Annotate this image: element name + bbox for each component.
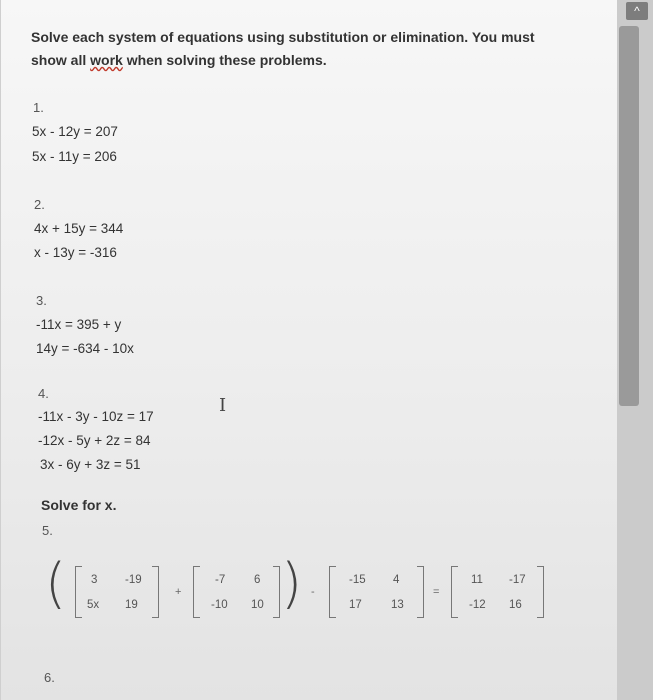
matrix-2-left-bracket [193, 566, 200, 618]
matrix-4-cell: -12 [469, 599, 486, 611]
matrix-4-cell: 16 [509, 599, 522, 611]
scroll-up-arrow-icon[interactable]: ^ [626, 2, 648, 20]
matrix-4-cell: 11 [471, 574, 483, 586]
problem-4-equation-1: -11x - 3y - 10z = 17 [38, 409, 154, 424]
problem-4-equation-2: -12x - 5y + 2z = 84 [38, 433, 151, 448]
matrix-1-cell: 19 [125, 599, 138, 611]
solve-for-x-heading: Solve for x. [41, 497, 117, 513]
scrollbar-thumb[interactable] [619, 26, 639, 406]
matrix-4-cell: -17 [509, 574, 526, 586]
matrix-1-cell: -19 [125, 574, 142, 586]
plus-operator: + [175, 586, 182, 598]
matrix-3-cell: 17 [349, 599, 362, 611]
problem-1-number: 1. [33, 100, 44, 115]
problem-2-equation-2: x - 13y = -316 [34, 245, 117, 260]
matrix-4-left-bracket [451, 566, 458, 618]
equals-operator: = [433, 586, 440, 598]
problem-2-equation-1: 4x + 15y = 344 [34, 221, 124, 236]
text-cursor-icon: I [219, 395, 227, 416]
problem-4-number: 4. [38, 386, 49, 401]
close-paren: ) [281, 552, 303, 615]
matrix-1-left-bracket [75, 566, 82, 618]
open-paren: ( [45, 552, 67, 615]
problem-3-number: 3. [36, 293, 47, 308]
matrix-3-cell: -15 [349, 574, 366, 586]
matrix-2-cell: 10 [251, 599, 264, 611]
matrix-2-cell: -7 [215, 574, 226, 586]
problem-3-equation-1: -11x = 395 + y [36, 317, 122, 332]
matrix-4-right-bracket [537, 566, 544, 618]
matrix-1-cell: 5x [87, 599, 100, 611]
problem-4-equation-3: 3x - 6y + 3z = 51 [40, 457, 141, 472]
problem-3-equation-2: 14y = -634 - 10x [36, 341, 134, 356]
matrix-equation [45, 552, 605, 628]
problem-1-equation-2: 5x - 11y = 206 [32, 149, 117, 164]
matrix-3-left-bracket [329, 566, 336, 618]
spellcheck-word: work [90, 52, 123, 68]
instructions-line-1: Solve each system of equations using substitution or elimination. You must [31, 29, 535, 45]
matrix-2-cell: -10 [211, 599, 228, 611]
matrix-2-right-bracket [273, 566, 280, 618]
matrix-2-cell: 6 [254, 574, 261, 586]
matrix-3-cell: 4 [393, 574, 400, 586]
matrix-3-cell: 13 [391, 599, 404, 611]
problem-5-number: 5. [42, 523, 53, 538]
problem-2-number: 2. [34, 197, 45, 212]
problem-6-number: 6. [44, 670, 55, 685]
problem-1-equation-1: 5x - 12y = 207 [32, 124, 118, 139]
instructions-heading [31, 26, 601, 72]
minus-operator: - [311, 586, 315, 598]
matrix-3-right-bracket [417, 566, 424, 618]
matrix-1-cell: 3 [91, 574, 98, 586]
matrix-1-right-bracket [152, 566, 159, 618]
instructions-line-2: show all work when solving these problems. [31, 52, 327, 68]
